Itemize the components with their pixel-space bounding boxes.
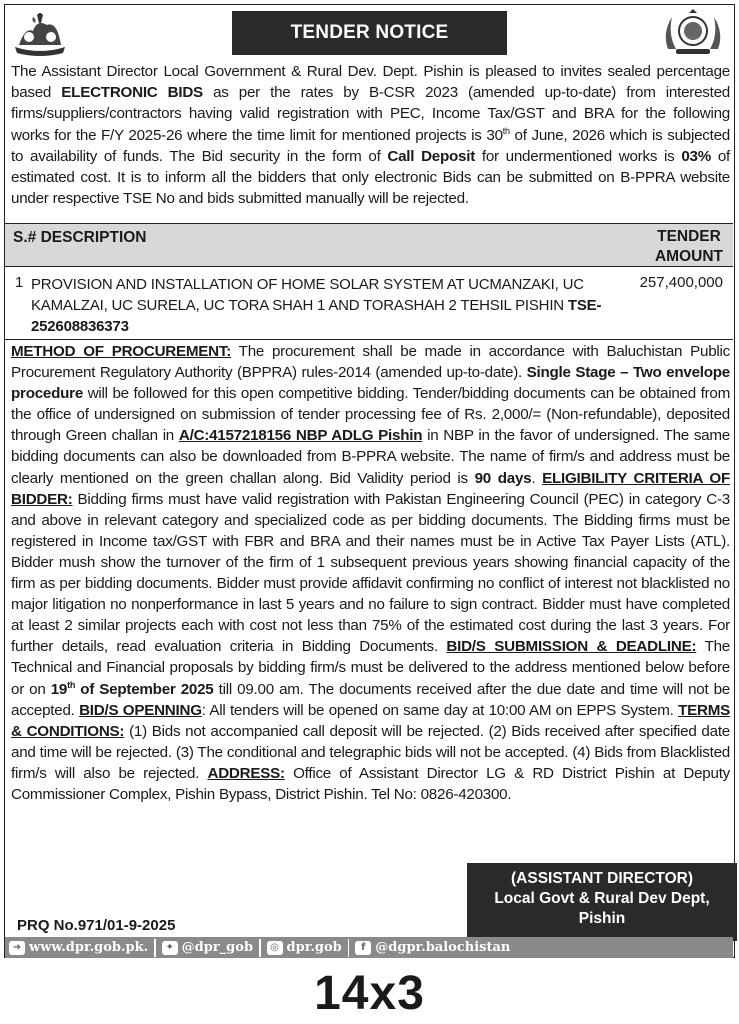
heading-method: METHOD OF PROCUREMENT: [11, 343, 232, 360]
page-title: TENDER NOTICE [232, 11, 507, 55]
header [5, 5, 734, 59]
heading-submission: BID/S SUBMISSION & DEADLINE: [446, 638, 697, 656]
balochistan-emblem-icon [11, 9, 69, 57]
heading-terms: TERMS & CONDITIONS: [11, 701, 730, 740]
heading-opening: BID/S OPENNING [79, 701, 202, 719]
col-amount: TENDER AMOUNT [654, 228, 723, 265]
row-number: 1 [15, 274, 24, 291]
electronic-bids: ELECTRONIC BIDS [61, 84, 203, 102]
footer-facebook[interactable]: f @dgpr.balochistan [355, 940, 510, 955]
heading-eligibility: ELIGIBILITY CRITERIA OF BIDDER: [11, 469, 730, 508]
signature-block: (ASSISTANT DIRECTOR) Local Govt & Rural Dev Dept, Pishin [467, 863, 737, 941]
heading-address: ADDRESS: [207, 764, 285, 782]
footer-twitter[interactable]: ✦ @dpr_gob [162, 940, 253, 955]
twitter-icon: ✦ [162, 941, 178, 955]
globe-arrow-icon: ➜ [9, 941, 25, 955]
tender-notice [4, 4, 735, 958]
tse-number: TSE-252608836373 [31, 297, 602, 335]
footer-web[interactable]: ➜ www.dpr.gob.pk. [9, 940, 148, 955]
row-amount: 257,400,000 [639, 274, 723, 291]
terms-body: METHOD OF PROCUREMENT: The procurement shall be made in accordance with Baluchistan Public Procurement Regulatory Authority (BPPRA) rules-2014 (amended up-to-date). Single Stage – Two envelope procedure will be followed for this open competitive bidding. Tender/bidding documents can be obtained from the office of undersigned on submission of tender processing fee of Rs. 2,000/= (Non-refundable), deposited through Green challan in A/C:4157218156 NBP ADLG Pishin in NBP in the favor of undersigned. The same bidding documents can also be downloaded from B-PPRA website. The name of firm/s and address must be clearly mentioned on the green challan along. Bid Validity period is 90 days. ELIGIBILITY CRITERIA OF BIDDER: Bidding firms must have valid registration with Pakistan Engineering Council (PEC) in category C-3 and above in relevant category and specialized code as per bidding documents. The Bidding firms must be registered in Income tax/GST with FBR and BRA and their names must be in Active Tax Payer Lists (ATL). Bidder mush show the turnover of the firm of 1 subsequent previous years showing financial capacity of the firm as per bidding documents. Bidder must provide affidavit confirming no conflict of interest not blacklisted no major litigation no nonperformance in last 5 years and no failure to sign contract. Bidder must have completed at least 2 similar projects each with cost not less than 75% of the estimated cost during the last 3 years. For further details, read evaluation criteria in Bidding Documents. BID/S SUBMISSION & DEADLINE: The Technical and Financial proposals by bidding firm/s must be delivered to the address mentioned below before or on 19th of September 2025 till 09.00 am. The documents received after the due date and time will not be accepted. BID/S OPENNING: All tenders will be opened on same day at 10:00 AM on EPPS System. TERMS & CONDITIONS: (1) Bids not accompanied call deposit will be rejected. (2) Bids received after specified date and time will be rejected. (3) The conditional and telegraphic bids will not be accepted. (4) Bids from Blacklisted firm/s will also be rejected. ADDRESS: Office of Assistant Director LG & RD District Pishin at Deputy Commissioner Complex, Pishin Bypass, District Pishin. Tel No: 0826-420300. [11, 343, 731, 803]
facebook-icon: f [355, 941, 371, 955]
intro-paragraph: The Assistant Director Local Government & Rural Dev. Dept. Pishin is pleased to invites sealed percentage based ELECTRONIC BIDS as per the rates by B-CSR 2023 (amended up-to-date) from interested firms/suppliers/contractors having valid registration with PEC, Income Tax/GST and BRA for the following works for the F/Y 2025-26 where the time limit for mentioned projects is 30th of June, 2026 which is subjected to availability of funds. The Bid security in the form of Call Deposit for undermentioned works is 03% of estimated cost. It is to inform all the bidders that only electronic Bids can be submitted on B-PPRA website under respective TSE No and bids submitted manually will be rejected. [11, 63, 731, 208]
col-description: S.# DESCRIPTION [13, 229, 147, 246]
government-seal-icon [658, 9, 728, 57]
ad-size-label: 14x3 [314, 967, 425, 1020]
table-header [5, 223, 733, 267]
footer-bar [5, 937, 733, 958]
instagram-icon: ◎ [267, 941, 283, 955]
row-description: PROVISION AND INSTALLATION OF HOME SOLAR SYSTEM AT UCMANZAKI, UC KAMALZAI, UC SURELA, UC TORA SHAH 1 AND TORASHAH 2 TEHSIL PISHIN TSE-252608836373 [31, 276, 602, 335]
prq-number: PRQ No.971/01-9-2025 [17, 917, 176, 934]
account-number: A/C:4157218156 NBP ADLG Pishin [178, 427, 423, 445]
footer-instagram[interactable]: ◎ dpr.gob [267, 940, 342, 955]
table-row [5, 268, 733, 340]
